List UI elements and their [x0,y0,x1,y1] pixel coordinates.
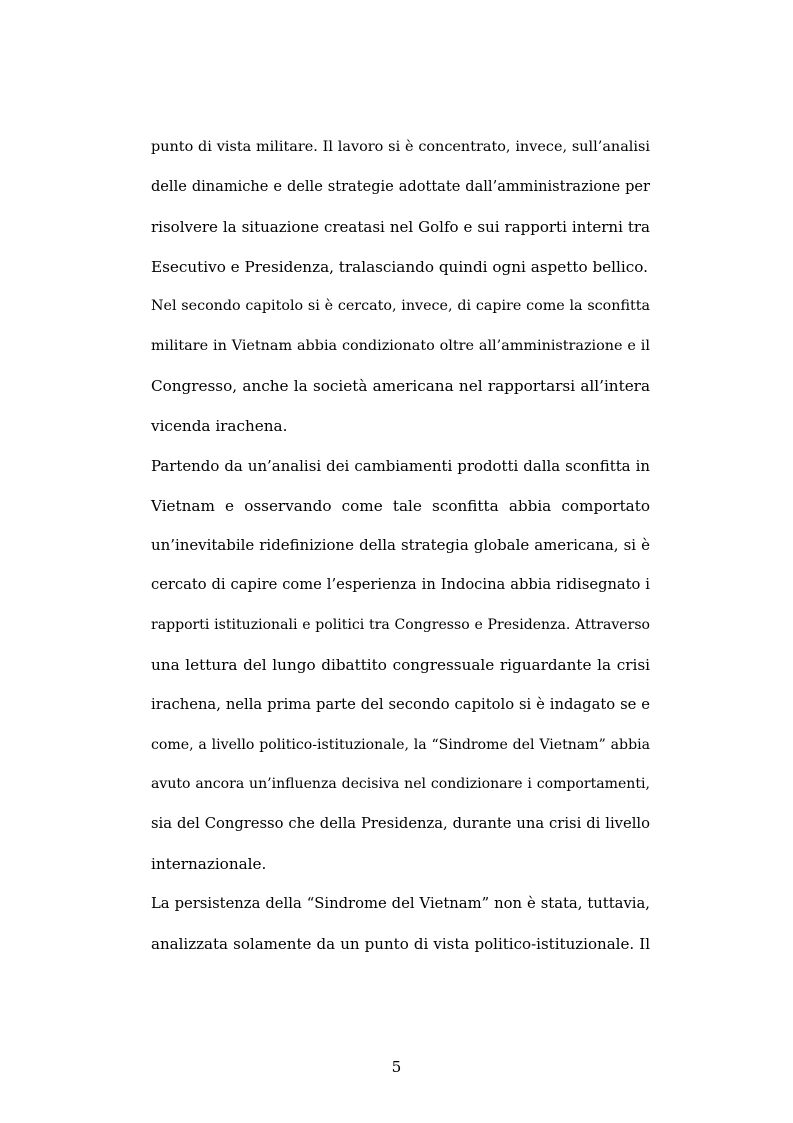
text-line: come, a livello politico-istituzionale, la “Sindrome del Vietnam” abbia [151,737,650,753]
text-line: irachena, nella prima parte del secondo capitolo si è indagato se e [151,696,650,713]
text-line: vicenda irachena. [151,417,288,435]
text-line: Vietnam e osservando come tale sconfitta abbia comportato [151,497,650,515]
text-line: La persistenza della “Sindrome del Vietnam” non è stata, tuttavia, [151,895,650,912]
text-line: militare in Vietnam abbia condizionato oltre all’amministrazione e il [151,338,650,354]
text-line: Congresso, anche la società americana nel rapportarsi all’intera [151,377,650,395]
text-line: rapporti istituzionali e politici tra Congresso e Presidenza. Attraverso [151,617,650,633]
text-line: avuto ancora un’influenza decisiva nel condizionare i comportamenti, [151,776,650,792]
page-number: 5 [391,1058,402,1076]
text-line: cercato di capire come l’esperienza in Indocina abbia ridisegnato i [151,576,650,593]
text-line: risolvere la situazione creatasi nel Golfo e sui rapporti interni tra [151,218,650,236]
text-line: una lettura del lungo dibattito congressuale riguardante la crisi [151,656,650,674]
text-line: Nel secondo capitolo si è cercato, invece, di capire come la sconfitta [151,298,650,314]
text-line: sia del Congresso che della Presidenza, durante una crisi di livello [151,815,650,832]
text-line: Esecutivo e Presidenza, tralasciando quindi ogni aspetto bellico. [151,258,648,276]
text-line: Partendo da un’analisi dei cambiamenti prodotti dalla sconfitta in [151,457,650,475]
text-line: internazionale. [151,855,267,873]
text-line: delle dinamiche e delle strategie adottate dall’amministrazione per [151,178,650,195]
text-line: analizzata solamente da un punto di vista politico-istituzionale. Il [151,935,650,953]
text-line: punto di vista militare. Il lavoro si è concentrato, invece, sull’analisi [151,139,650,155]
text-line: un’inevitabile ridefinizione della strategia globale americana, si è [151,536,650,554]
